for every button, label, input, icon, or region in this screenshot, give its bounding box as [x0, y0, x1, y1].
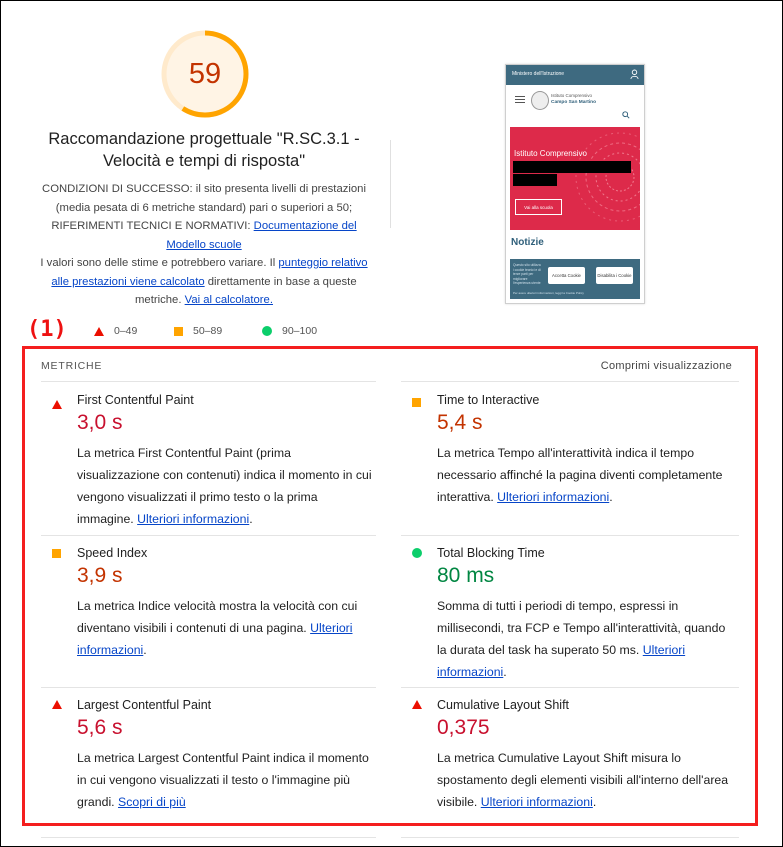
metric-name: Cumulative Layout Shift: [437, 698, 570, 712]
divider: [401, 687, 739, 688]
success-conditions-text: CONDIZIONI DI SUCCESSO: il sito presenta livelli di prestazioni (media pesata di 6 metriche standard) pari o superiori a 50; RIFERIMENTI TECNICI E NORMATIVI:: [42, 183, 366, 232]
collapse-view-toggle[interactable]: Comprimi visualizzazione: [600, 360, 732, 372]
legend-fail: [94, 325, 137, 337]
metric-description-tail: .: [249, 512, 253, 526]
thumb-accept-cookie-button: Accetta Cookie: [548, 267, 585, 284]
fail-triangle-icon: [412, 700, 422, 709]
metric-description-text: La metrica First Contentful Paint (prima visualizzazione con contenuti) indica il momento in cui vengono visualizzati il primo testo o la prima immagine.: [77, 446, 372, 526]
metric-description-text: La metrica Indice velocità mostra la velocità con cui diventano visibili i contenuti di una pagina.: [77, 599, 358, 635]
metric-name: Total Blocking Time: [437, 546, 545, 560]
thumb-news-heading: Notizie: [511, 237, 544, 248]
circle-icon: [262, 326, 272, 336]
legend-fail-range: 0–49: [114, 325, 138, 337]
score-value: 59: [188, 57, 222, 90]
average-square-icon: [412, 398, 421, 407]
thumb-cookie-text: Questo sito utilizza i cookie tecnici e di terze parti per migliorare l'esperienza utente: [513, 263, 541, 285]
divider: [41, 381, 376, 382]
annotation-label: (1): [27, 317, 67, 342]
metric-description-tail: .: [609, 490, 613, 504]
metrics-header: METRICHE: [41, 360, 103, 372]
learn-more-link[interactable]: Ulteriori informazioni: [77, 621, 353, 657]
divider: [41, 837, 376, 838]
thumb-school-line1: Istituto Comprensivo: [551, 93, 593, 98]
metric-name: Largest Contentful Paint: [77, 698, 212, 712]
thumb-hero: [510, 127, 640, 230]
metric-description: [77, 747, 377, 813]
average-square-icon: [52, 549, 61, 558]
metric-description-text: La metrica Tempo all'interattività indica il tempo necessario affinché la pagina diventi completamente interattiva.: [437, 446, 723, 504]
fail-triangle-icon: [52, 700, 62, 709]
user-icon: [630, 69, 639, 80]
model-documentation-link[interactable]: Documentazione del Modello scuole: [166, 220, 357, 251]
square-icon: [174, 327, 183, 336]
legend-average: [174, 325, 222, 337]
divider: [401, 535, 739, 536]
thumb-hero-button: Vai alla scuola: [515, 199, 562, 215]
metric-name: First Contentful Paint: [77, 393, 194, 407]
divider: [41, 687, 376, 688]
calculator-link[interactable]: Vai al calcolatore.: [184, 294, 273, 306]
metric-value: 0,375: [437, 716, 490, 739]
redacted-block: [513, 174, 557, 186]
recommendation-description: [40, 180, 368, 310]
divider: [41, 535, 376, 536]
learn-more-link[interactable]: Ulteriori informazioni: [437, 643, 686, 679]
learn-more-link[interactable]: Scopri di più: [118, 795, 186, 809]
estimate-text: I valori sono delle stime e potrebbero variare. Il: [40, 257, 279, 269]
redacted-block: [513, 161, 631, 173]
learn-more-link[interactable]: Ulteriori informazioni: [480, 795, 593, 809]
thumb-school-line2: Campo San Martino: [551, 100, 597, 105]
metric-value: 3,0 s: [77, 411, 123, 434]
thumb-disable-cookie-button: Disabilita i Cookie: [596, 267, 633, 284]
thumb-topbar: [506, 65, 644, 85]
metric-description-text: La metrica Largest Contentful Paint indica il momento in cui vengono visualizzati il testo o l'immagine più grandi.: [77, 751, 369, 809]
metric-value: 5,6 s: [77, 716, 123, 739]
learn-more-link[interactable]: Ulteriori informazioni: [137, 512, 250, 526]
divider: [401, 381, 739, 382]
metric-value: 3,9 s: [77, 564, 123, 587]
thumb-cookie-banner: [510, 259, 640, 299]
estimate-text-2: direttamente in base a queste metriche.: [135, 275, 357, 306]
thumb-cookie-footer: Per avere ulteriori informazioni, leggi la Cookie Policy: [513, 291, 584, 295]
fail-triangle-icon: [52, 400, 62, 409]
metric-description: [77, 595, 377, 661]
metric-description-text: Somma di tutti i periodi di tempo, espressi in millisecondi, tra FCP e Tempo all'interattività, quando la durata del task ha superato 50 ms.: [437, 599, 726, 657]
metric-name: Speed Index: [77, 546, 148, 560]
thumb-topbar-text: Ministero dell'Istruzione: [512, 71, 565, 77]
metric-description: [437, 595, 737, 683]
triangle-icon: [94, 327, 104, 336]
score-calculation-link[interactable]: punteggio relativo alle prestazioni viene calcolato: [51, 257, 368, 288]
metric-description-tail: .: [503, 665, 507, 679]
search-icon: [622, 111, 630, 119]
metric-value: 80 ms: [437, 564, 495, 587]
page-screenshot-thumbnail: [505, 64, 645, 304]
metric-description: [437, 747, 737, 813]
pass-circle-icon: [412, 548, 422, 558]
learn-more-link[interactable]: Ulteriori informazioni: [497, 490, 610, 504]
metric-description-tail: .: [592, 795, 597, 809]
metric-value: 5,4 s: [437, 411, 483, 434]
school-emblem-icon: [531, 91, 549, 110]
legend-average-range: 50–89: [193, 325, 223, 337]
legend-pass: [262, 325, 317, 337]
hamburger-icon: [515, 96, 525, 104]
metric-description-tail: .: [143, 643, 147, 657]
recommendation-title: Raccomandazione progettuale "R.SC.3.1 - Velocità e tempi di risposta": [48, 130, 360, 170]
metric-description: [77, 442, 377, 530]
performance-score-gauge: [160, 29, 250, 119]
metric-name: Time to Interactive: [437, 393, 540, 407]
vertical-divider: [390, 140, 391, 228]
legend-pass-range: 90–100: [282, 325, 318, 337]
divider: [401, 837, 739, 838]
thumb-hero-title: Istituto Comprensivo: [514, 149, 587, 158]
metric-description-text: La metrica Cumulative Layout Shift misura lo spostamento degli elementi visibili all'interno dell'area visibile.: [437, 751, 729, 809]
metric-description: [437, 442, 737, 508]
